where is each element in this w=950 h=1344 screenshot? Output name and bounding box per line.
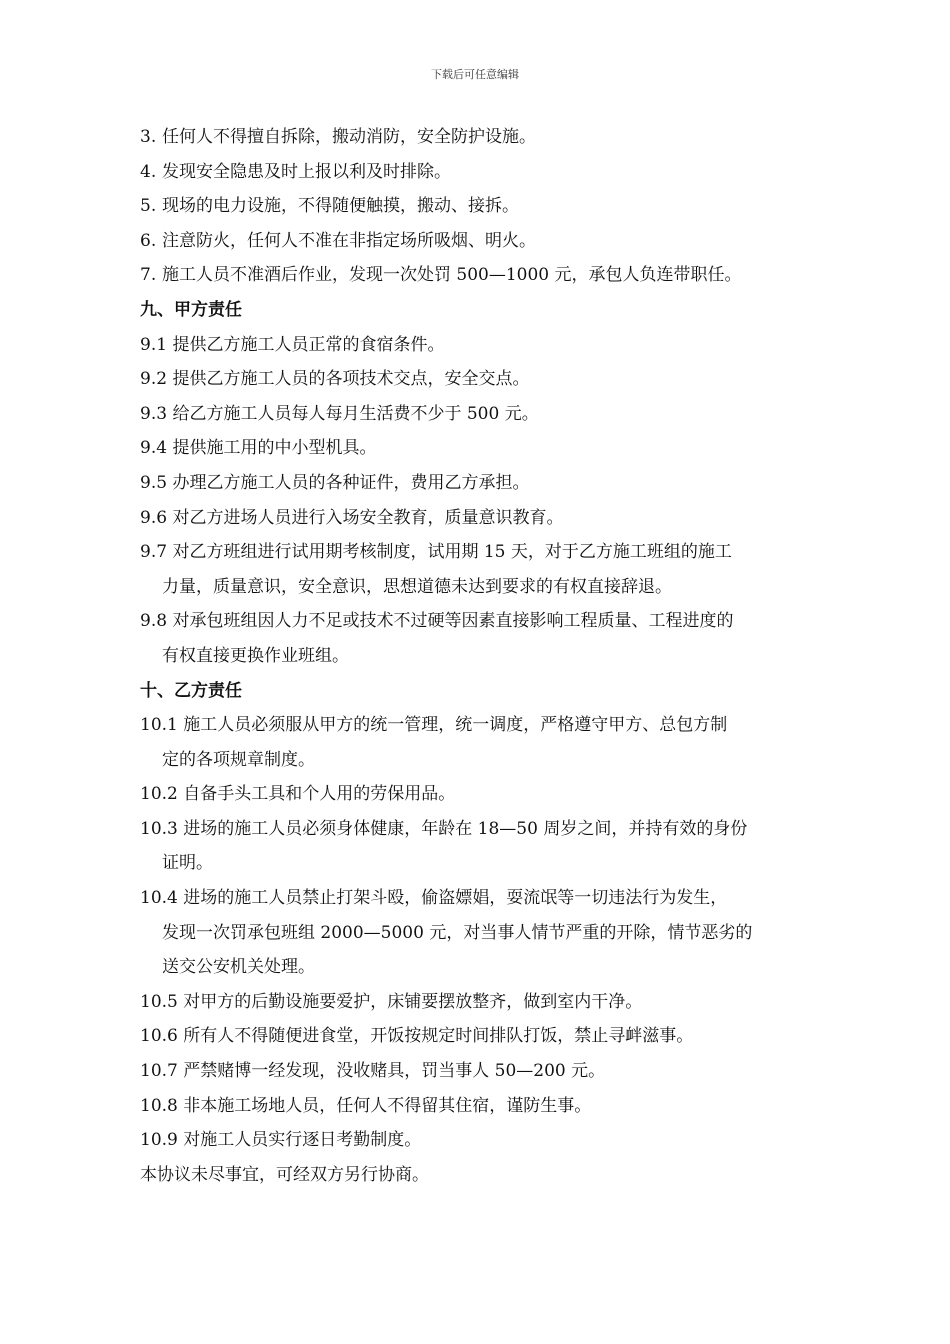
item-number: 7.: [140, 265, 157, 286]
clause-line: 9.1 提供乙方施工人员正常的食宿条件。: [140, 334, 445, 355]
clause-line: 10.9 对施工人员实行逐日考勤制度。: [140, 1130, 422, 1151]
numbered-item: [140, 155, 820, 190]
continuation-line: 发现一次罚承包班组 2000—5000 元，对当事人情节严重的开除，情节恶劣的: [162, 922, 753, 943]
clause-line: 9.2 提供乙方施工人员的各项技术交点，安全交点。: [140, 369, 530, 390]
item-text: 施工人员不准酒后作业，发现一次处罚 500—1000 元，承包人负连带职任。: [162, 265, 742, 286]
clause-line: 9.3 给乙方施工人员每人每月生活费不少于 500 元。: [140, 403, 539, 424]
clause-line: 10.1 施工人员必须服从甲方的统一管理，统一调度，严格遵守甲方、总包方制: [140, 715, 728, 736]
document-body: [140, 120, 820, 1192]
section-heading: 十、乙方责任: [140, 680, 242, 701]
clause-line: 10.5 对甲方的后勤设施要爱护，床铺要摆放整齐，做到室内干净。: [140, 991, 643, 1012]
clause-line: 10.7 严禁赌博一经发现，没收赌具，罚当事人 50—200 元。: [140, 1061, 606, 1082]
numbered-item: [140, 224, 820, 259]
continuation-line: 有权直接更换作业班组。: [162, 645, 349, 666]
clause-line: 10.3 进场的施工人员必须身体健康，年龄在 18—50 周岁之间，并持有效的身份: [140, 818, 748, 839]
clause-line: 10.4 进场的施工人员禁止打架斗殴，偷盗嫖娼，耍流氓等一切违法行为发生，: [140, 888, 728, 909]
item-number: 4.: [140, 161, 157, 182]
item-text: 现场的电力设施，不得随便触摸，搬动、接拆。: [162, 196, 519, 217]
item-text: 任何人不得擅自拆除，搬动消防，安全防护设施。: [162, 127, 536, 147]
item-number: 3.: [140, 127, 157, 147]
numbered-item: [140, 120, 820, 155]
clause-line: 9.8 对承包班组因人力不足或技术不过硬等因素直接影响工程质量、工程进度的: [140, 611, 734, 632]
continuation-line: 证明。: [162, 853, 213, 874]
item-number: 6.: [140, 230, 157, 251]
continuation-line: 送交公安机关处理。: [162, 957, 315, 978]
numbered-item: [140, 189, 820, 224]
clause-line: 本协议未尽事宜，可经双方另行协商。: [140, 1164, 429, 1185]
clause-line: 9.4 提供施工用的中小型机具。: [140, 438, 377, 459]
clause-line: 9.5 办理乙方施工人员的各种证件，费用乙方承担。: [140, 472, 530, 493]
item-number: 5.: [140, 196, 157, 217]
continuation-line: 定的各项规章制度。: [162, 749, 315, 770]
clause-line: 10.2 自备手头工具和个人用的劳保用品。: [140, 784, 456, 805]
clause-line: 9.6 对乙方进场人员进行入场安全教育，质量意识教育。: [140, 507, 564, 528]
clause-line: 9.7 对乙方班组进行试用期考核制度，试用期 15 天，对于乙方施工班组的施工: [140, 542, 732, 563]
item-text: 注意防火，任何人不准在非指定场所吸烟、明火。: [162, 230, 536, 251]
clause-line: 10.6 所有人不得随便进食堂，开饭按规定时间排队打饭，禁止寻衅滋事。: [140, 1026, 694, 1047]
continuation-line: 力量，质量意识，安全意识，思想道德未达到要求的有权直接辞退。: [162, 576, 672, 597]
page-header: 下载后可任意编辑: [431, 68, 519, 81]
section-heading: 九、甲方责任: [140, 299, 242, 320]
item-text: 发现安全隐患及时上报以利及时排除。: [162, 161, 451, 182]
clause-line: 10.8 非本施工场地人员，任何人不得留其住宿，谨防生事。: [140, 1095, 592, 1116]
numbered-item: [140, 258, 820, 293]
